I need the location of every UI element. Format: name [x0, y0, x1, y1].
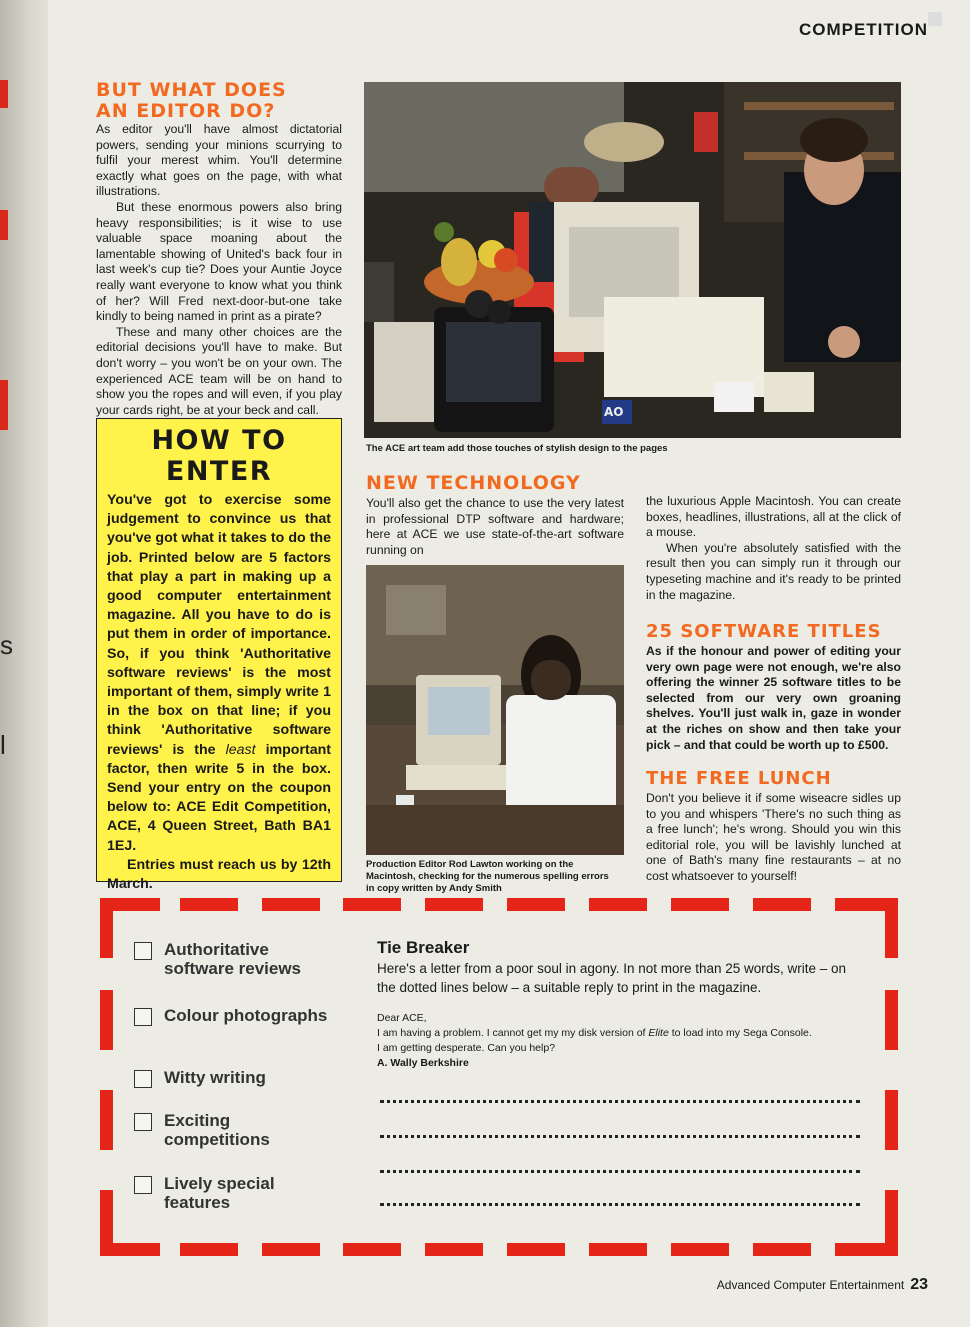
letter-signoff: A. Wally Berkshire: [377, 1057, 469, 1069]
border-dash: [885, 1190, 898, 1256]
page-spine: s l: [0, 0, 48, 1327]
letter-line2: I am getting desperate. Can you help?: [377, 1042, 556, 1054]
tie-breaker-text: Here's a letter from a poor soul in agony. In not more than 25 words, write – on the dotted lines below – a suitable reply to print in the magazine.: [377, 961, 847, 995]
border-dash: [753, 1243, 811, 1256]
monitor-label: AO: [604, 405, 624, 419]
option-row: [134, 940, 334, 978]
corner-mark: [928, 12, 942, 26]
art-team-photo: [364, 82, 901, 438]
new-technology-heading: NEW TECHNOLOGY: [366, 472, 581, 494]
reply-line[interactable]: [380, 1135, 860, 1138]
border-dash: [343, 898, 401, 911]
how-to-enter-text: [107, 491, 331, 894]
border-dash: [589, 898, 647, 911]
option-label: Lively special features: [164, 1174, 275, 1212]
border-dash: [180, 898, 238, 911]
section-label: COMPETITION: [798, 20, 928, 39]
new-technology-col1: You'll also get the chance to use the very latest in professional DTP software and hardware; here at ACE we use state-of-the-art software running on: [366, 496, 624, 557]
letter: [377, 1011, 867, 1071]
border-dash: [100, 898, 113, 958]
ranking-box-authoritative-reviews[interactable]: [134, 942, 152, 960]
page-number: 23: [910, 1276, 928, 1293]
border-dash: [507, 1243, 565, 1256]
new-technology-paragraph: When you're absolutely satisfied with the result then you can simply run it through our typeseting machine and it's ready to be printed in the magazine.: [646, 540, 901, 602]
letter-text: to load into my Sega Console.: [671, 1027, 812, 1039]
option-row: [134, 1068, 334, 1088]
how-to-enter-box: [96, 418, 342, 893]
how-to-enter-deadline: Entries must reach us by 12th March.: [107, 856, 331, 893]
border-dash: [671, 898, 729, 911]
how-to-enter-heading-line2: ENTER: [165, 456, 273, 487]
tie-breaker-title: Tie Breaker: [377, 938, 470, 957]
page-footer: [717, 1276, 928, 1294]
editor-paragraph: These and many other choices are the editorial decisions you'll have to make. But don't worry – you won't be on your own. The experienced ACE team will be on hand to show you the ropes and will even, if you play your cards right, be at your beck and call.: [96, 324, 342, 417]
magazine-name: Advanced Computer Entertainment: [716, 1278, 905, 1292]
new-technology-section: [366, 472, 624, 558]
letter-game-title: Elite: [648, 1027, 669, 1039]
border-dash: [180, 1243, 238, 1256]
production-editor-photo: [366, 565, 624, 855]
software-titles-section: [646, 622, 901, 753]
ranking-box-witty-writing[interactable]: [134, 1070, 152, 1088]
border-dash: [671, 1243, 729, 1256]
editor-section: [96, 80, 342, 418]
tie-breaker: [377, 937, 867, 1071]
option-label: Exciting competitions: [164, 1111, 270, 1149]
border-dash: [262, 898, 320, 911]
free-lunch-heading: THE FREE LUNCH: [646, 768, 832, 789]
ranking-box-lively-features[interactable]: [134, 1176, 152, 1194]
option-label: Witty writing: [164, 1068, 266, 1087]
ranking-box-exciting-competitions[interactable]: [134, 1113, 152, 1131]
option-row: [134, 1006, 334, 1026]
letter-text: I am having a problem. I cannot get my my disk version of: [377, 1027, 646, 1039]
how-to-enter-heading-line1: HOW TO: [151, 425, 287, 456]
border-dash: [885, 898, 898, 958]
editor-text: [96, 122, 342, 418]
how-to-enter-address: important factor, then write 5 in the box. Send your entry on the coupon below to: ACE Edit Competition, ACE, 4 Queen Street, Bath BA1 1EJ.: [107, 741, 331, 854]
border-dash: [100, 1090, 113, 1150]
spine-red-mark: [0, 80, 8, 108]
how-to-enter-instructions: You've got to exercise some judgement to convince us that you've got what it takes to do the job. Printed below are 5 factors that play a part in making up a good computer entertainment magazine. All you have to do is put them in order of importance. So, if you think 'Authoritative software reviews' is the most important of them, simply write 1 in the box on that line; if you think 'Authoritative software reviews' is the: [107, 492, 331, 758]
border-dash: [100, 1190, 113, 1256]
reply-line[interactable]: [380, 1203, 860, 1206]
border-dash: [425, 898, 483, 911]
editor-paragraph: But these enormous powers also bring heavy responsibilities; is it wise to use valuable space moaning about the lamentable showing of United's back four in last week's cup tie? Does your Auntie Joyce really want everyone to know what you think of her? Will Fred next-door-but-one take kindly to being named in print as a pirate?: [96, 199, 342, 324]
software-titles-text: As if the honour and power of editing your very own page were not enough, we're also offering the winner 25 software titles to be selected from our very own groaning shelves. You'll just walk in, gaze in wonder at the riches on show and then take your pick – and that could be worth up to £500.: [646, 644, 901, 752]
reply-line[interactable]: [380, 1100, 860, 1103]
border-dash: [589, 1243, 647, 1256]
option-row: [134, 1174, 334, 1212]
free-lunch-text: Don't you believe it if some wiseacre sidles up to you and whispers 'There's no such thing as a free lunch'; he's wrong. Should you win this editorial role, you will be lavishly lunched at one of Bath's many fine restaurants – at no cost whatsoever to yourself!: [646, 791, 901, 883]
free-lunch-section: [646, 769, 901, 885]
new-technology-col2: [646, 494, 901, 603]
border-dash: [425, 1243, 483, 1256]
option-label: Colour photographs: [164, 1006, 328, 1025]
production-editor-caption: Production Editor Rod Lawton working on the Macintosh, checking for the numerous spelling errors in copy written by Andy Smith: [366, 859, 609, 894]
reply-line[interactable]: [380, 1170, 860, 1173]
how-to-enter-emphasis: least: [225, 741, 256, 758]
option-label: Authoritative software reviews: [164, 940, 302, 978]
editor-paragraph: As editor you'll have almost dictatorial powers, sending your minions scurrying to fulfil your merest whim. You'll determine exactly what goes on the page, with what illustrations.: [96, 122, 342, 199]
border-dash: [507, 898, 565, 911]
editor-heading: BUT WHAT DOES AN EDITOR DO?: [96, 79, 287, 122]
new-technology-paragraph: the luxurious Apple Macintosh. You can create boxes, headlines, illustrations, all at the click of a mouse.: [646, 494, 901, 540]
border-dash: [343, 1243, 401, 1256]
border-dash: [262, 1243, 320, 1256]
border-dash: [885, 990, 898, 1050]
letter-greeting: Dear ACE,: [377, 1012, 427, 1024]
art-team-caption: The ACE art team add those touches of stylish design to the pages: [366, 443, 668, 454]
art-team-photo-graphic: [364, 82, 901, 438]
border-dash: [753, 898, 811, 911]
border-dash: [100, 990, 113, 1050]
ranking-box-colour-photographs[interactable]: [134, 1008, 152, 1026]
spine-red-mark: [0, 210, 8, 240]
option-row: [134, 1111, 334, 1149]
border-dash: [885, 1090, 898, 1150]
spine-red-mark: [0, 380, 8, 430]
production-editor-photo-graphic: [366, 565, 624, 855]
letter-line1: [377, 1026, 867, 1041]
software-titles-heading: 25 SOFTWARE TITLES: [646, 621, 882, 642]
how-to-enter-heading: [107, 425, 331, 487]
